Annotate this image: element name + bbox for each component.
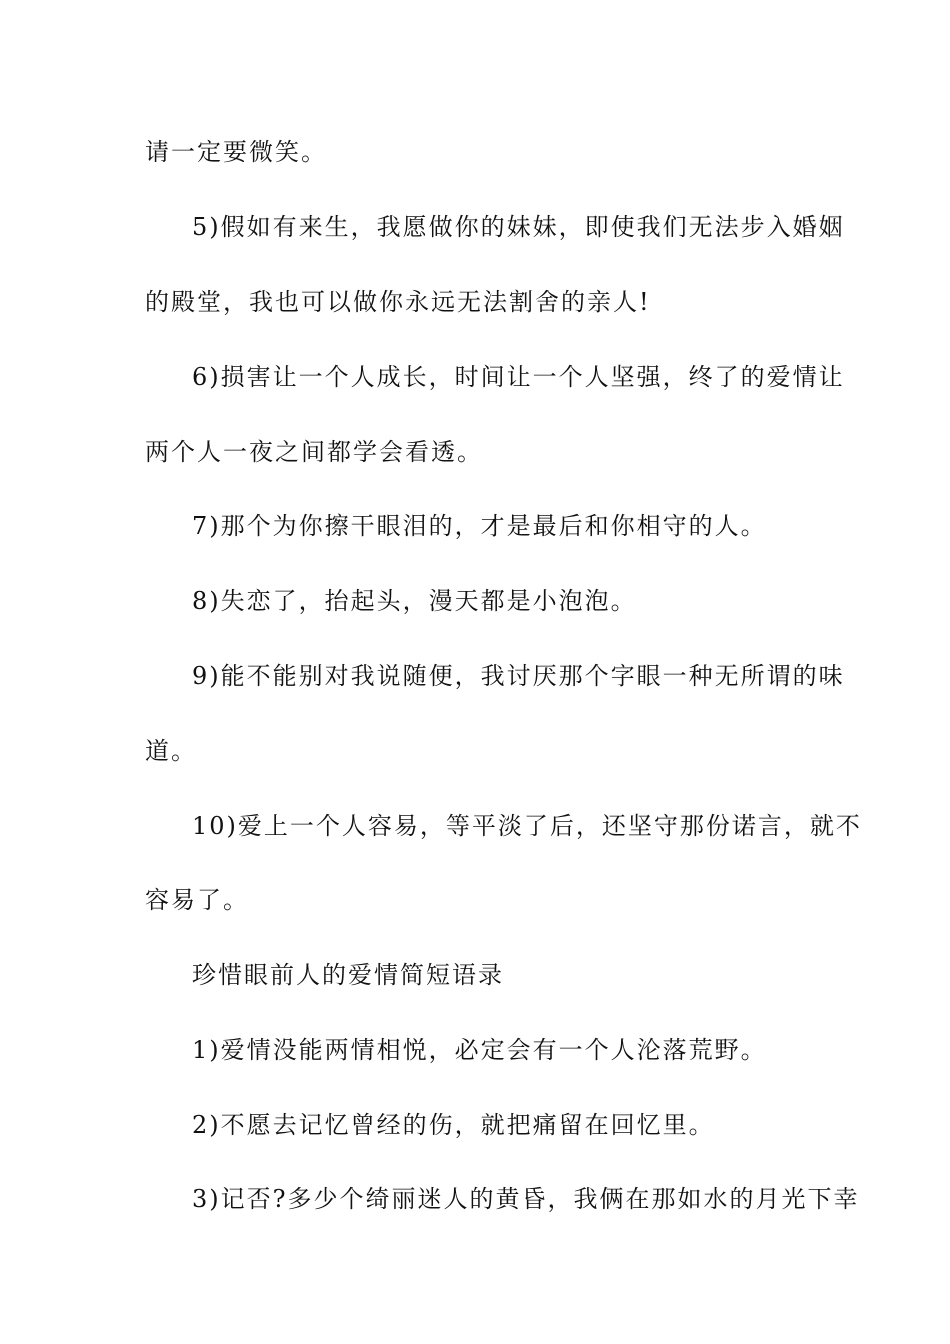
section-heading: 珍惜眼前人的爱情简短语录 [192, 961, 504, 989]
text-line: 6)损害让一个人成长，时间让一个人坚强，终了的爱情让 [192, 363, 845, 391]
text-line: 两个人一夜之间都学会看透。 [145, 438, 483, 466]
text-line: 的殿堂，我也可以做你永远无法割舍的亲人! [145, 288, 651, 316]
text-line: 2)不愿去记忆曾经的伤，就把痛留在回忆里。 [192, 1111, 715, 1139]
text-line: 道。 [145, 737, 197, 765]
text-line: 7)那个为你擦干眼泪的，才是最后和你相守的人。 [192, 512, 767, 540]
text-line: 9)能不能别对我说随便，我讨厌那个字眼一种无所谓的味 [192, 662, 845, 690]
text-line: 3)记否?多少个绮丽迷人的黄昏，我俩在那如水的月光下幸 [192, 1185, 860, 1213]
text-line: 请一定要微笑。 [145, 138, 327, 166]
text-line: 8)失恋了，抬起头，漫天都是小泡泡。 [192, 587, 637, 615]
text-line: 1)爱情没能两情相悦，必定会有一个人沦落荒野。 [192, 1036, 767, 1064]
text-line: 10)爱上一个人容易，等平淡了后，还坚守那份诺言，就不 [192, 812, 862, 840]
text-line: 容易了。 [145, 886, 249, 914]
text-line: 5)假如有来生，我愿做你的妹妹，即使我们无法步入婚姻 [192, 213, 845, 241]
